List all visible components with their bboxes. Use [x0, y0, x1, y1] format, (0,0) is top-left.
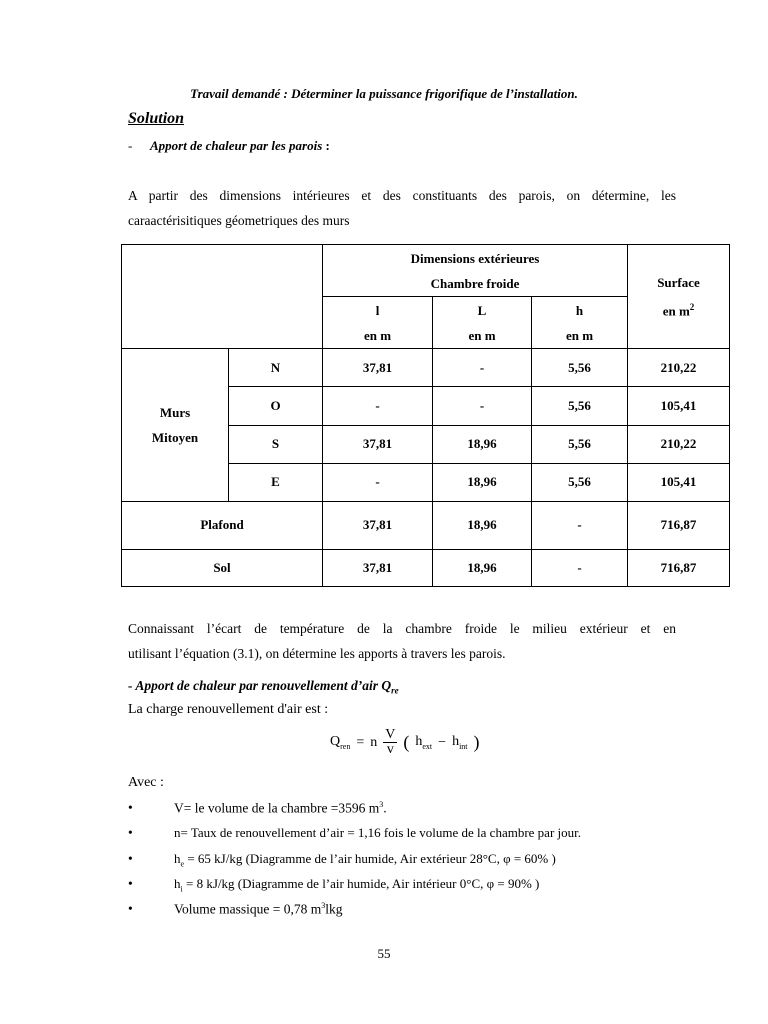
row-dir: O — [229, 387, 323, 425]
murs-mitoyen-label: Murs Mitoyen — [122, 349, 229, 501]
sol-label: Sol — [122, 549, 323, 586]
row-dir: E — [229, 463, 323, 501]
cell-surface: 105,41 — [628, 387, 730, 425]
surface-header: Surface en $m^2$ — [628, 245, 730, 349]
cell-h: 5,56 — [532, 349, 628, 387]
col-L-header: L en m — [433, 297, 532, 349]
cell-h: 5,56 — [532, 463, 628, 501]
cell-h: 5,56 — [532, 425, 628, 463]
page-number: 55 — [377, 946, 391, 961]
charge-line: La charge renouvellement d'air est : — [128, 702, 329, 717]
cell-l: 37,81 — [323, 549, 433, 586]
cell-L: - — [433, 349, 532, 387]
cell-surface: 210,22 — [628, 425, 730, 463]
table-row — [122, 349, 730, 387]
cell-L: 18,96 — [433, 425, 532, 463]
section-parois-colon: : — [325, 138, 330, 153]
cell-l: 37,81 — [323, 349, 433, 387]
table-corner-cell — [122, 245, 323, 349]
cell-h: 5,56 — [532, 387, 628, 425]
cell-h: - — [532, 501, 628, 549]
intro-line-2: caraactérisitiques géometriques des murs — [128, 213, 350, 228]
dimensions-group-header: Dimensions extérieures Chambre froide — [323, 245, 628, 297]
avec-label: Avec : — [128, 775, 164, 790]
cell-L: 18,96 — [433, 501, 532, 549]
cell-l: - — [323, 463, 433, 501]
cell-L: - — [433, 387, 532, 425]
section-renouvellement-heading: - Apport de chaleur par renouvellement d’air $Q_{re}$ — [128, 678, 399, 696]
row-dir: N — [229, 349, 323, 387]
section-dash: - — [128, 138, 133, 153]
section-parois-heading — [128, 138, 330, 154]
col-l-header: l en m — [323, 297, 433, 349]
solution-heading: Solution — [128, 110, 185, 127]
cell-surface: 716,87 — [628, 549, 730, 586]
cell-surface: 210,22 — [628, 349, 730, 387]
paragraph-ecart — [128, 616, 676, 666]
dimensions-table — [121, 244, 730, 587]
paragraph-ecart-line-2: utilisant l’équation (3.1), on détermine les apports à travers les parois. — [128, 646, 506, 661]
plafond-label: Plafond — [122, 501, 323, 549]
intro-line-1: A partir des dimensions intérieures et des constituants des parois, on détermine, les — [128, 188, 676, 203]
table-row-plafond — [122, 501, 730, 549]
section-parois-title: Apport de chaleur par les parois — [150, 138, 323, 153]
cell-surface: 105,41 — [628, 463, 730, 501]
cell-L: 18,96 — [433, 549, 532, 586]
cell-h: - — [532, 549, 628, 586]
cell-l: 37,81 — [323, 425, 433, 463]
intro-paragraph — [128, 183, 676, 233]
formula-fraction: V v — [385, 727, 396, 757]
col-h-header: h en m — [532, 297, 628, 349]
row-dir: S — [229, 425, 323, 463]
cell-l: 37,81 — [323, 501, 433, 549]
paragraph-ecart-line-1: Connaissant l’écart de température de la chambre froide le milieu extérieur et en — [128, 621, 676, 636]
table-row-sol — [122, 549, 730, 586]
qren-formula: $Q_{ren}$ = n V v ( $h_{ext}$ − $h_{int}$ ) — [330, 727, 480, 757]
cell-l: - — [323, 387, 433, 425]
task-statement: Travail demandé : Déterminer la puissance frigorifique de l’installation. — [190, 86, 578, 101]
cell-surface: 716,87 — [628, 501, 730, 549]
cell-L: 18,96 — [433, 463, 532, 501]
